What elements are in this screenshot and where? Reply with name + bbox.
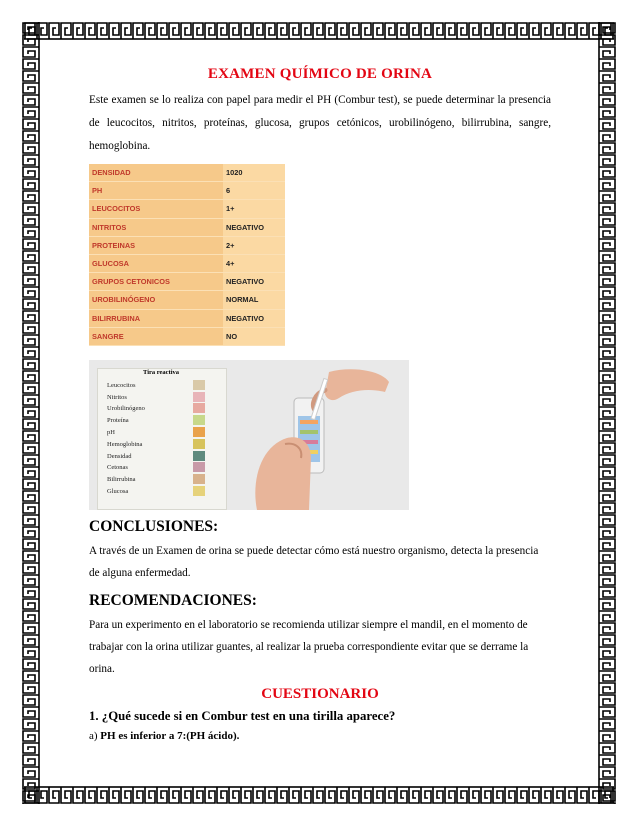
answer-1-text: PH es inferior a 7:(PH ácido). <box>100 729 240 742</box>
results-row <box>89 273 285 291</box>
page-title: EXAMEN QUÍMICO DE ORINA <box>207 66 433 82</box>
greek-key-border-top <box>24 22 614 40</box>
reference-label: Densidad <box>107 452 132 460</box>
results-value: NEGATIVO <box>223 273 285 291</box>
conclusiones-text: A través de un Examen de orina se puede detectar cómo está nuestro organismo, detecta la presencia de alguna enfermedad. <box>89 544 539 579</box>
results-param: SANGRE <box>89 327 223 345</box>
results-row <box>89 182 285 200</box>
results-row <box>89 236 285 254</box>
results-param: NITRITOS <box>89 218 223 236</box>
reference-label: Bilirrubina <box>107 476 136 484</box>
reference-label: Nitritos <box>107 393 127 401</box>
results-row <box>89 327 285 345</box>
answer-1 <box>89 730 551 742</box>
greek-key-border-bottom <box>24 786 614 804</box>
question-1: 1. ¿Qué sucede si en Combur test en una tirilla aparece? <box>89 708 396 723</box>
conclusiones-heading: CONCLUSIONES: <box>89 517 219 535</box>
reference-label: Hemoglobina <box>107 440 143 448</box>
intro-paragraph: Este examen se lo realiza con papel para medir el PH (Combur test), se puede determinar la presencia de leucocitos, nitritos, proteínas, glucosa, grupos cetónicos, urobilinógeno, bilirrubina, sangre, hemoglobina. <box>89 94 551 152</box>
results-row <box>89 200 285 218</box>
results-value: NORMAL <box>223 291 285 309</box>
results-row <box>89 291 285 309</box>
results-value: NEGATIVO <box>223 218 285 236</box>
answer-1-prefix: a) <box>89 729 98 742</box>
page-content <box>89 66 551 742</box>
results-param: DENSIDAD <box>89 164 223 182</box>
results-value: 4+ <box>223 254 285 272</box>
results-table <box>89 164 285 346</box>
test-strip-photo <box>89 360 409 510</box>
results-value: 2+ <box>223 236 285 254</box>
reference-card-title: Tira reactiva <box>143 368 180 376</box>
reference-label: Urobilinógeno <box>107 405 145 413</box>
reference-label: Cetonas <box>107 464 128 472</box>
greek-key-border-right <box>598 22 616 804</box>
results-row <box>89 218 285 236</box>
greek-key-border-left <box>22 22 40 804</box>
reference-label: Glucosa <box>107 488 129 496</box>
results-param: BILIRRUBINA <box>89 309 223 327</box>
results-param: PH <box>89 182 223 200</box>
recomendaciones-heading: RECOMENDACIONES: <box>89 591 257 609</box>
results-param: GLUCOSA <box>89 254 223 272</box>
results-value: 6 <box>223 182 285 200</box>
results-param: PROTEINAS <box>89 236 223 254</box>
hand-holding-strip-illustration <box>89 360 409 510</box>
results-param: LEUCOCITOS <box>89 200 223 218</box>
reference-label: pH <box>107 429 115 437</box>
results-value: 1+ <box>223 200 285 218</box>
reference-label: Leucocitos <box>107 381 136 389</box>
results-param: GRUPOS CETONICOS <box>89 273 223 291</box>
results-param: UROBILINÓGENO <box>89 291 223 309</box>
results-row <box>89 254 285 272</box>
results-row <box>89 164 285 182</box>
reference-label: Proteína <box>107 417 129 425</box>
results-row <box>89 309 285 327</box>
results-value: 1020 <box>223 164 285 182</box>
results-value: NEGATIVO <box>223 309 285 327</box>
results-value: NO <box>223 327 285 345</box>
recomendaciones-text: Para un experimento en el laboratorio se recomienda utilizar siempre el mandil, en el momento de trabajar con la orina utilizar guantes, al realizar la prueba correspondiente evitar que se derrame la orina. <box>89 618 529 675</box>
cuestionario-heading: CUESTIONARIO <box>261 685 379 702</box>
